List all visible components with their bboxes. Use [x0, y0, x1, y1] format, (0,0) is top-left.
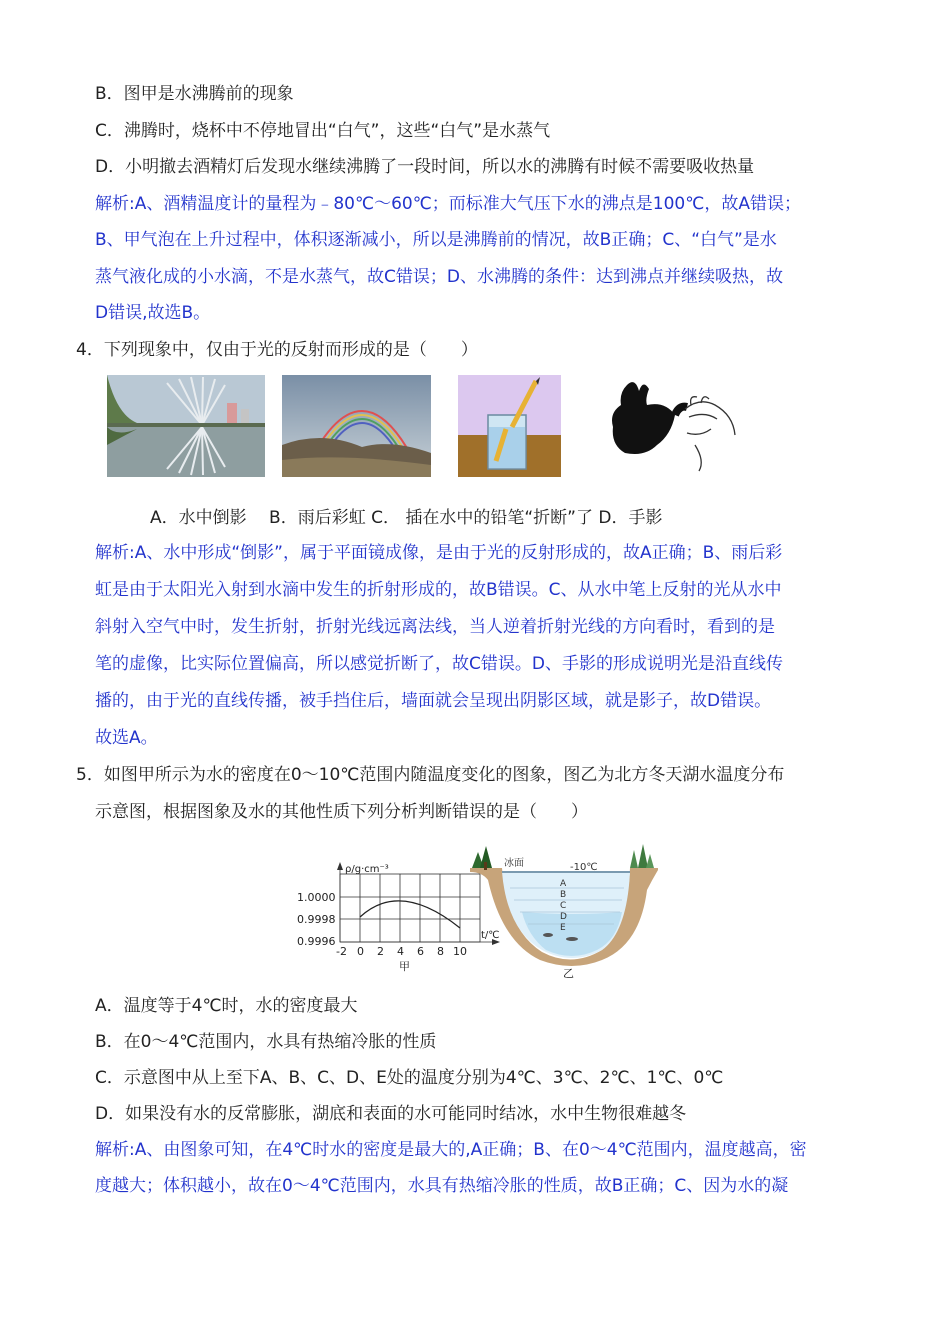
depth-point-e: E: [560, 923, 566, 933]
graph-xtick: 8: [437, 945, 444, 958]
q5-option-a: A．温度等于4℃时，水的密度最大: [95, 996, 358, 1016]
graph-xtick: 4: [397, 945, 404, 958]
q3-option-c: C．沸腾时，烧杯中不停地冒出“白气”，这些“白气”是水蒸气: [95, 121, 551, 141]
lake-diagram: [462, 840, 662, 980]
q4-analysis-line: 故选A。: [95, 728, 158, 748]
q5-option-d: D．如果没有水的反常膨胀，湖底和表面的水可能同时结冰，水中生物很难越冬: [95, 1104, 687, 1124]
ice-surface-label: 冰面: [504, 858, 524, 869]
q3-analysis-line: 解析:A、酒精温度计的量程为﹣80℃～60℃；而标准大气压下水的沸点是100℃，故A错误；: [95, 194, 801, 214]
q5-option-b: B．在0～4℃范围内，水具有热缩冷胀的性质: [95, 1032, 437, 1052]
graph-ytick: 0.9998: [297, 913, 336, 926]
q5-analysis-line: 解析:A、由图象可知，在4℃时水的密度是最大的,A正确；B、在0～4℃范围内，温度越高，密: [95, 1140, 807, 1160]
q5-stem-line: 示意图，根据图象及水的其他性质下列分析判断错误的是（ ）: [95, 802, 588, 822]
graph-xtick: -2: [336, 945, 347, 958]
graph-xlabel: t/℃: [481, 930, 500, 941]
q4-stem: 4．下列现象中，仅由于光的反射而形成的是（ ）: [76, 340, 478, 360]
q4-analysis-line: 虹是由于太阳光入射到水滴中发生的折射形成的，故B错误。C、从水中笔上反射的光从水中: [95, 580, 782, 600]
lake-caption: 乙: [563, 967, 574, 980]
q4-analysis-line: 播的，由于光的直线传播，被手挡住后，墙面就会呈现出阴影区域，就是影子，故D错误。: [95, 691, 772, 711]
q5-analysis-line: 度越大；体积越小，故在0～4℃范围内，水具有热缩冷胀的性质，故B正确；C、因为水的凝: [95, 1176, 789, 1196]
q3-option-d: D．小明撤去酒精灯后发现水继续沸腾了一段时间，所以水的沸腾有时候不需要吸收热量: [95, 157, 755, 177]
q5-option-c: C．示意图中从上至下A、B、C、D、E处的温度分别为4℃、3℃、2℃、1℃、0℃: [95, 1068, 724, 1088]
depth-point-c: C: [560, 901, 567, 911]
q3-analysis-line: B、甲气泡在上升过程中，体积逐渐减小，所以是沸腾前的情况，故B正确；C、“白气”是水: [95, 230, 777, 250]
graph-caption: 甲: [399, 960, 410, 973]
q5-stem-line: 5．如图甲所示为水的密度在0～10℃范围内随温度变化的图象，图乙为北方冬天湖水温度分布: [76, 765, 785, 785]
q3-option-b: B．图甲是水沸腾前的现象: [95, 84, 294, 104]
graph-xtick: 0: [357, 945, 364, 958]
graph-ytick: 0.9996: [297, 935, 336, 948]
q4-options: A．水中倒影 B．雨后彩虹 C． 插在水中的铅笔“折断”了 D．手影: [150, 508, 663, 528]
graph-xtick: 2: [377, 945, 384, 958]
rainbow-photo: [282, 375, 431, 477]
air-temp-label: -10℃: [570, 862, 598, 873]
hand-shadow-image: [605, 375, 740, 477]
depth-point-a: A: [560, 879, 567, 889]
graph-ylabel: ρ/g·cm⁻³: [345, 864, 389, 875]
q4-analysis-line: 笔的虚像，比实际位置偏高，所以感觉折断了，故C错误。D、手影的形成说明光是沿直线传: [95, 654, 783, 674]
q3-analysis-line: D错误,故选B。: [95, 303, 211, 323]
pencil-in-water-image: [458, 375, 561, 477]
q3-analysis-line: 蒸气液化成的小水滴，不是水蒸气，故C错误；D、水沸腾的条件：达到沸点并继续吸热，故: [95, 267, 783, 287]
graph-xtick: 10: [453, 945, 467, 958]
q4-analysis-line: 斜射入空气中时，发生折射，折射光线远离法线，当人逆着折射光线的方向看时，看到的是: [95, 617, 775, 637]
depth-point-d: D: [560, 912, 567, 922]
q4-analysis-line: 解析:A、水中形成“倒影”，属于平面镜成像，是由于光的反射形成的，故A正确；B、雨后彩: [95, 543, 783, 563]
depth-point-b: B: [560, 890, 567, 900]
water-reflection-photo: [107, 375, 265, 477]
graph-ytick: 1.0000: [297, 891, 336, 904]
graph-xtick: 6: [417, 945, 424, 958]
